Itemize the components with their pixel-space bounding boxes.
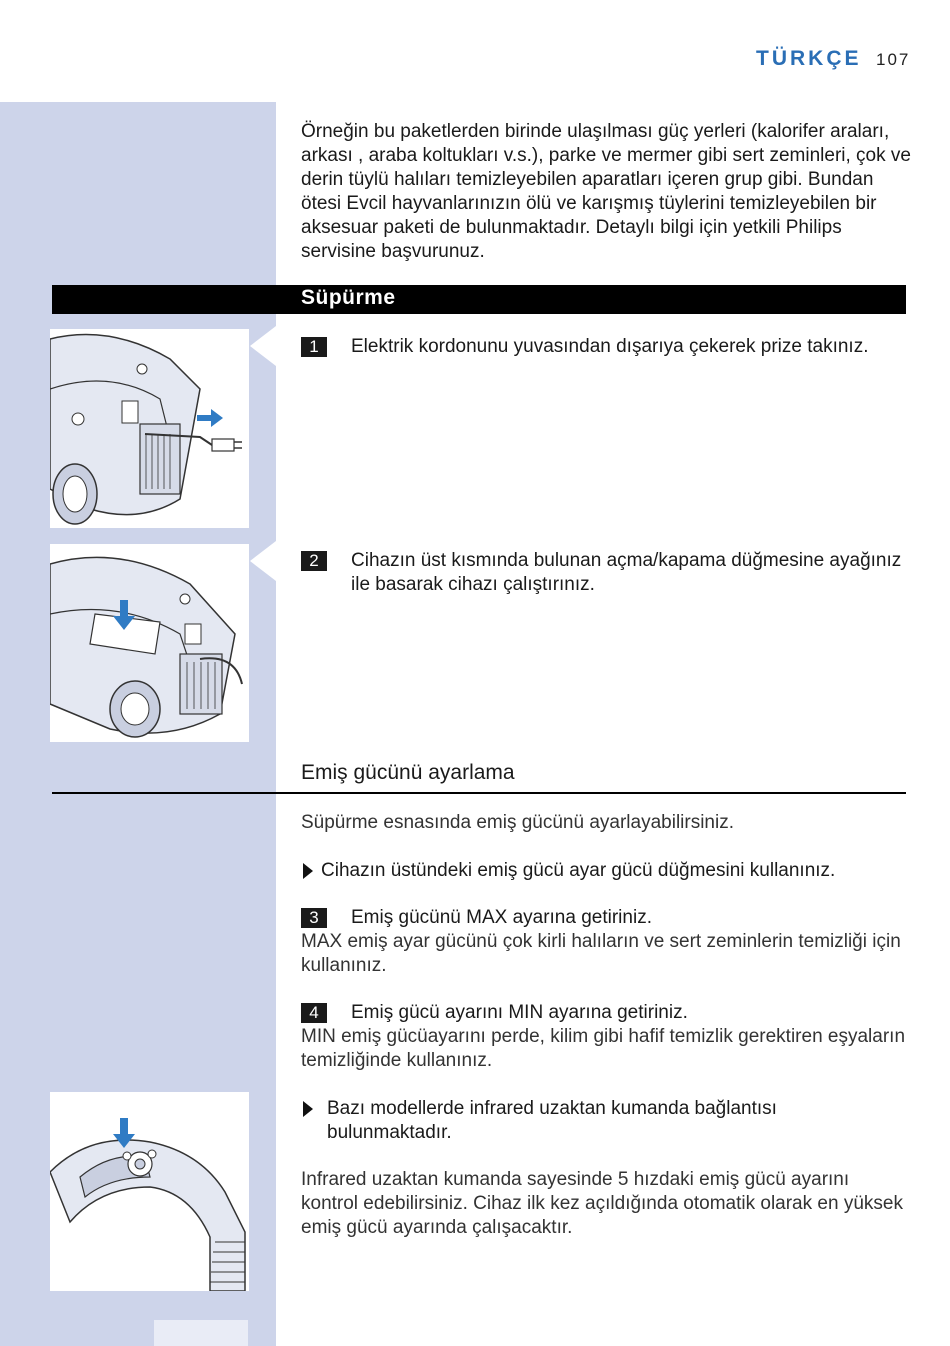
step-text-1: Elektrik kordonunu yuvasından dışarıya çekerek prize takınız. bbox=[351, 336, 869, 357]
vacuum-switch-drawing bbox=[50, 544, 249, 742]
bullet-triangle-icon bbox=[301, 861, 315, 881]
illustration-plug-in bbox=[50, 329, 249, 528]
step-3-description: MAX emiş ayar gücünü çok kirli halıların ve sert zeminlerin temizliği için kullanınız. bbox=[301, 931, 901, 976]
bullet-triangle-icon bbox=[301, 1099, 315, 1119]
hose-handle-drawing bbox=[50, 1092, 249, 1291]
step-number-3: 3 bbox=[301, 908, 327, 928]
section-title-supurme: Süpürme bbox=[301, 286, 396, 309]
illustration-switch-on bbox=[50, 544, 249, 742]
illustration-notch bbox=[250, 326, 276, 366]
bullet-infrared-remote: Bazı modellerde infrared uzaktan kumanda bağlantısı bulunmaktadır. bbox=[327, 1098, 777, 1143]
step-number-4: 4 bbox=[301, 1003, 327, 1023]
section-heading-bar bbox=[52, 285, 906, 314]
down-arrow-icon bbox=[113, 600, 135, 630]
step-4-title: Emiş gücü ayarını MIN ayarına getiriniz. bbox=[351, 1002, 688, 1023]
intro-paragraph: Örneğin bu paketlerden birinde ulaşılması güç yerleri (kalorifer araları, arkası , araba koltukları v.s.), parke ve mermer gibi sert zeminleri, çok ve derin tüylü halıları temizleyebilen aparatları içeren grup gibi. Bundan ötesi Evcil hayvanlarınızın ölü ve karışmış tüylerini temizleyebilen bir aksesuar paketi de bulunmaktadır. Detaylı bilgi için yetkili Philips servisine başvurunuz. bbox=[301, 121, 911, 262]
illustration-remote-handle bbox=[50, 1092, 249, 1291]
step-4-description: MIN emiş gücüayarını perde, kilim gibi hafif temizlik gerektiren eşyaların temizliğinde kullanınız. bbox=[301, 1026, 906, 1071]
step-number-2: 2 bbox=[301, 551, 327, 571]
step-3-title: Emiş gücünü MAX ayarına getiriniz. bbox=[351, 907, 652, 928]
down-arrow-icon bbox=[113, 1118, 135, 1148]
language-label: TÜRKÇE bbox=[756, 47, 862, 70]
step-text-2: Cihazın üst kısmında bulunan açma/kapama düğmesine ayağınız ile basarak cihazı çalıştırınız. bbox=[351, 550, 902, 595]
footer-decoration bbox=[154, 1320, 248, 1346]
illustration-notch bbox=[250, 541, 276, 581]
step-number-1: 1 bbox=[301, 337, 327, 357]
page-number: 107 bbox=[876, 50, 911, 69]
bullet-suction-knob: Cihazın üstündeki emiş gücü ayar gücü düğmesini kullanınız. bbox=[321, 860, 836, 881]
section-title-suction: Emiş gücünü ayarlama bbox=[301, 761, 515, 784]
section-rule bbox=[52, 792, 906, 794]
suction-intro: Süpürme esnasında emiş gücünü ayarlayabilirsiniz. bbox=[301, 812, 735, 833]
remote-description: Infrared uzaktan kumanda sayesinde 5 hızdaki emiş gücü ayarını kontrol edebilirsiniz. Cihaz ilk kez açıldığında otomatik olarak en yüksek emiş gücü ayarında çalışacaktır. bbox=[301, 1169, 903, 1238]
plug-arrow-icon bbox=[195, 407, 225, 429]
